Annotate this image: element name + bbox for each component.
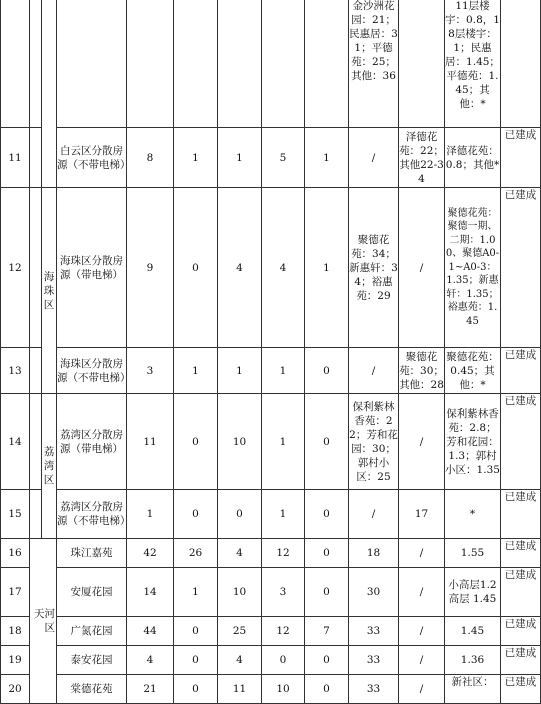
project-name: 泰安花园 xyxy=(57,646,127,675)
row-number: 15 xyxy=(1,490,30,539)
status-cell: 已建成 xyxy=(501,490,541,539)
project-name: 海珠区分散房源（带电梯） xyxy=(57,188,127,348)
table-row: 15 荔湾区分散房源（不带电梯） 1 0 0 1 0 / 17 * 已建成 xyxy=(1,490,541,539)
table-row: 20 棠德花苑 21 0 11 10 0 33 / 新社区： 已建成 xyxy=(1,675,541,704)
status-cell: 已建成 xyxy=(501,188,541,348)
table-row: 16 天河区 珠江嘉苑 42 26 4 12 0 18 / 1.55 已建成 xyxy=(1,539,541,568)
status-cell: 已建成 xyxy=(501,394,541,490)
row-number: 13 xyxy=(1,348,30,394)
project-name: 珠江嘉苑 xyxy=(57,539,127,568)
property-fee-cell: 11层楼宇：0.8，18层楼宇：1；民惠居：1.45；平德苑：1.45；其他：* xyxy=(445,0,501,128)
status-cell: 已建成 xyxy=(501,675,541,704)
row-number: 18 xyxy=(1,617,30,646)
project-name: 白云区分散房源（不带电梯） xyxy=(57,128,127,188)
table-row xyxy=(1,0,541,128)
table-row: 18 广氮花园 44 0 25 12 7 33 / 1.45 已建成 xyxy=(1,617,541,646)
row-number: 11 xyxy=(1,128,30,188)
table-row: 13 海珠区分散房源（不带电梯） 3 1 1 1 0 / 聚德花苑：30；其他：28 聚德花苑：0.45；其他：* 已建成 xyxy=(1,348,541,394)
row-number: 12 xyxy=(1,188,30,348)
project-name: 安厦花园 xyxy=(57,568,127,617)
row-number: 14 xyxy=(1,394,30,490)
district-cell: 海珠区 xyxy=(42,188,57,394)
status-cell: 已建成 xyxy=(501,646,541,675)
table-row: 14 荔湾区 荔湾区分散房源（带电梯） 11 0 10 1 0 保利紫林香苑：22；芳和花园：30；郭村小区：25 / 保利紫林香苑：2.8；芳和花园：1.3；郭村小区：1.35 已建成 xyxy=(1,394,541,490)
project-name: 荔湾区分散房源（带电梯） xyxy=(57,394,127,490)
table-row: 11 白云区分散房源（不带电梯） 8 1 1 5 1 / 泽德花苑：22；其他22-34 泽德花苑：0.8；其他* 已建成 xyxy=(1,128,541,188)
table-row: 12 海珠区 海珠区分散房源（带电梯） 9 0 4 4 1 聚德花苑：34；新惠轩：34；裕惠苑：29 / 聚德花苑：聚德一期、二期：1.00、聚德A0-1~A0-3：1.35；新惠轩：1.35；裕惠苑：1.45 已建成 xyxy=(1,188,541,348)
row-number: 20 xyxy=(1,675,30,704)
district-cell: 天河区 xyxy=(30,539,57,704)
project-name: 广氮花园 xyxy=(57,617,127,646)
status-cell: 已建成 xyxy=(501,128,541,188)
row-number: 19 xyxy=(1,646,30,675)
project-name: 海珠区分散房源（不带电梯） xyxy=(57,348,127,394)
table-row: 17 安厦花园 14 1 10 3 0 30 / 小高层1.2 高层 1.45 已建成 xyxy=(1,568,541,617)
status-cell: 已建成 xyxy=(501,539,541,568)
project-name: 棠德花苑 xyxy=(57,675,127,704)
status-cell: 已建成 xyxy=(501,617,541,646)
status-cell: 已建成 xyxy=(501,348,541,394)
project-name: 荔湾区分散房源（不带电梯） xyxy=(57,490,127,539)
row-number: 17 xyxy=(1,568,30,617)
status-cell: 已建成 xyxy=(501,568,541,617)
community-rent-cell: 金沙洲花园：21；民惠居：31；平德苑：25；其他：36 xyxy=(349,0,399,128)
table-row: 19 泰安花园 4 0 4 0 0 33 / 1.36 已建成 xyxy=(1,646,541,675)
district-cell: 荔湾区 xyxy=(42,394,57,539)
row-number: 16 xyxy=(1,539,30,568)
